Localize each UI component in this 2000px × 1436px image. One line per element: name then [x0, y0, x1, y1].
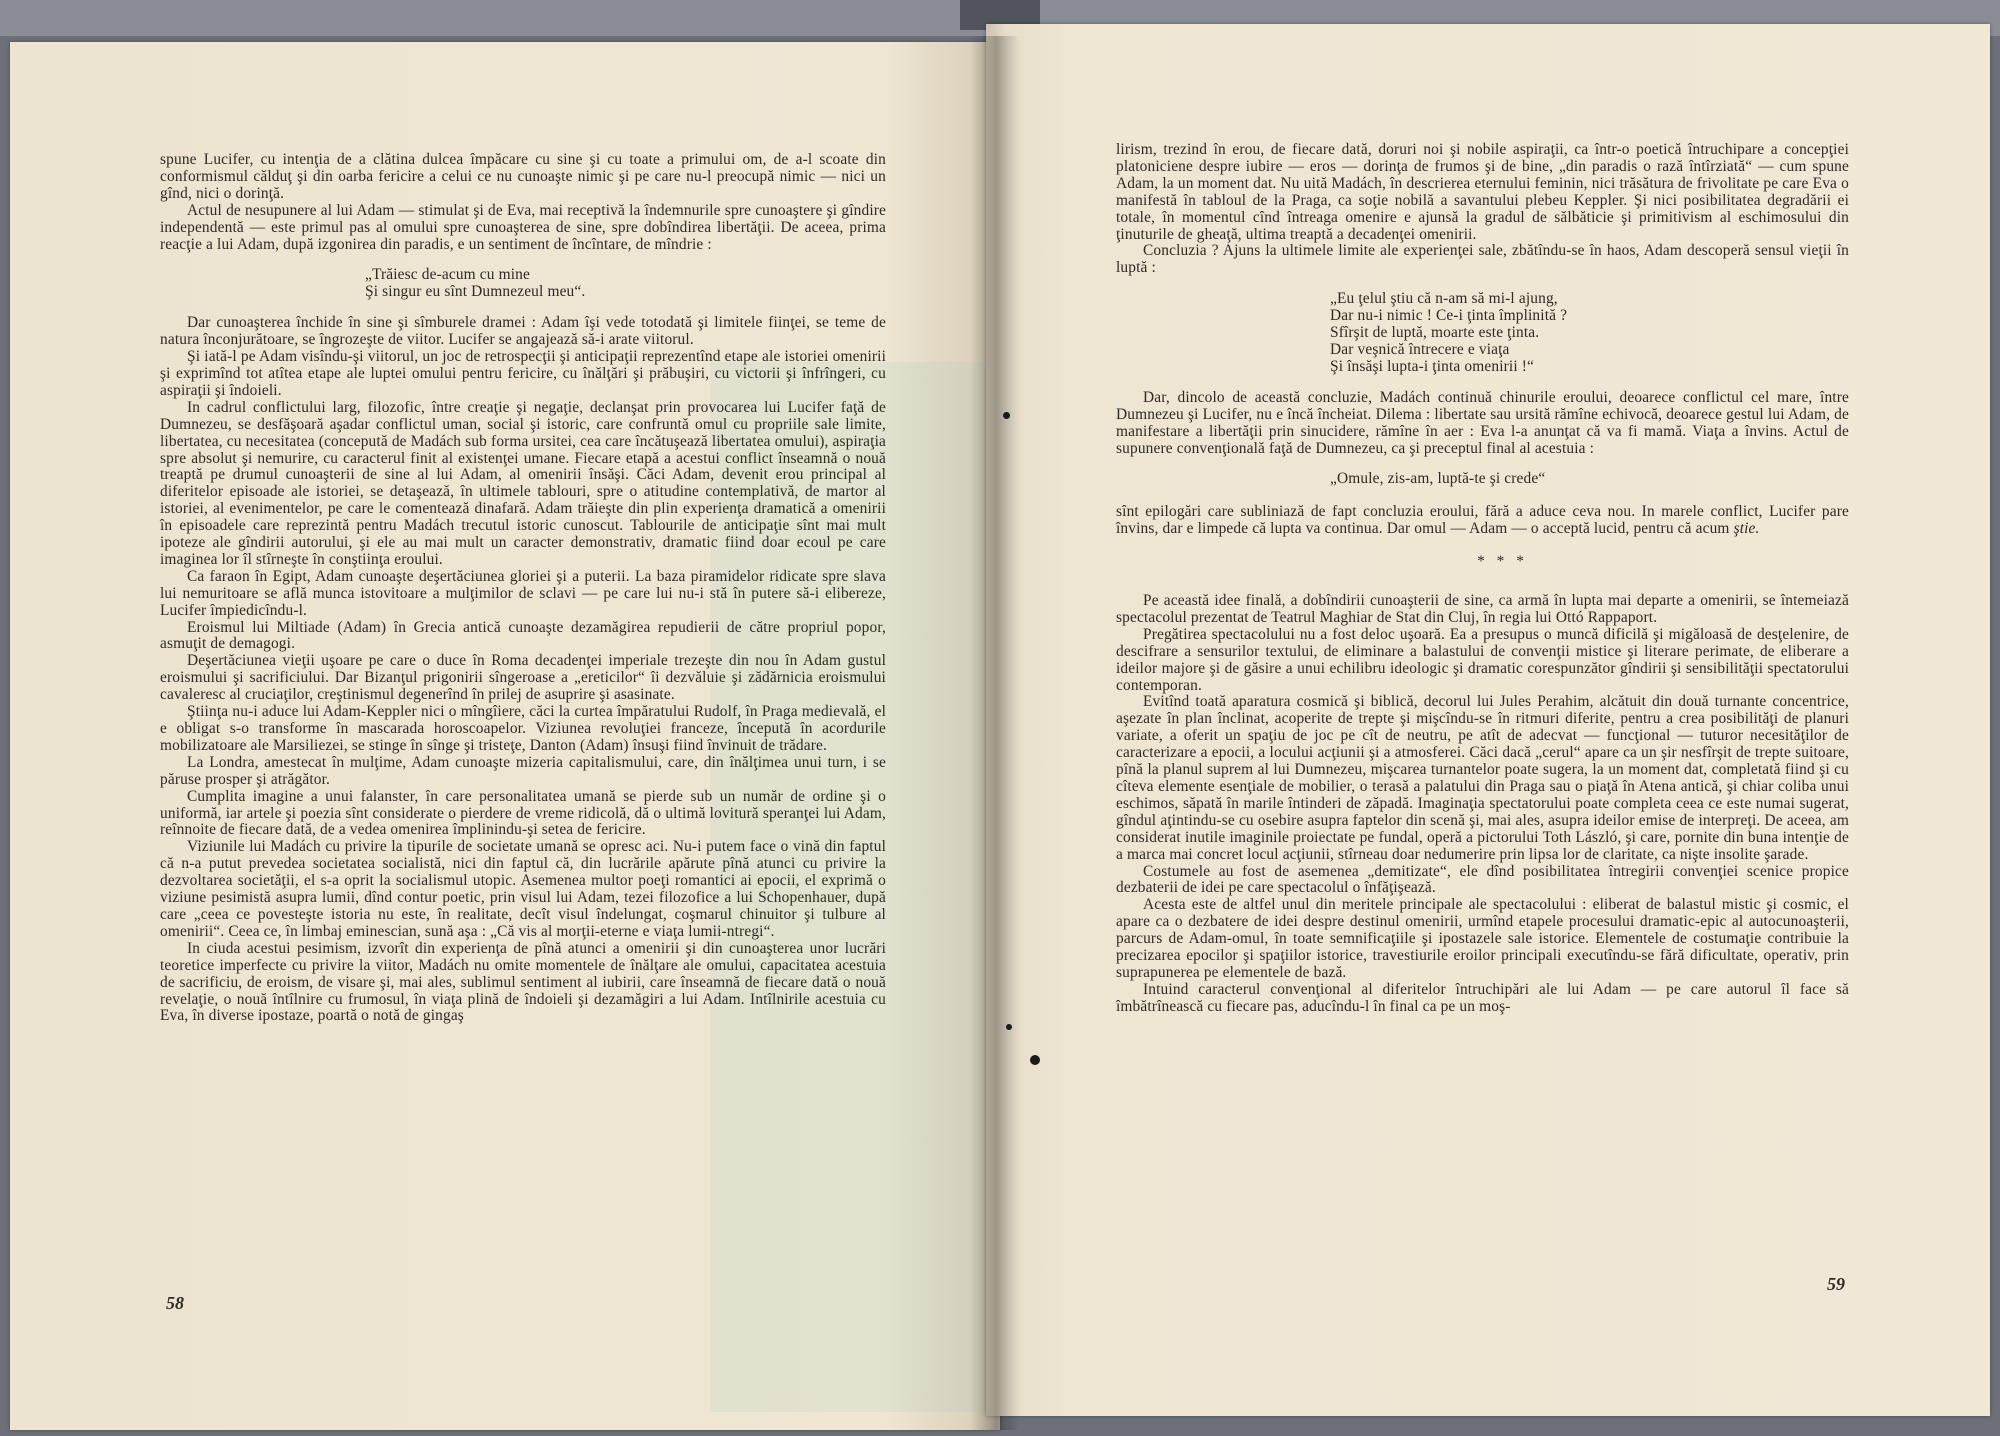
paragraph: spune Lucifer, cu intenţia de a clătina dulcea împăcare cu sine şi cu toate a primului om, de a-l scoate din conformismul călduţ şi din oarba fericire a celui ce nu cunoaşte nimic şi pe care nu-l preocupă nimic — nici un gînd, nici o dorinţă. — [160, 151, 886, 202]
paragraph: Acesta este de altfel unul din meritele principale ale spectacolului : eliberat de balastul mistic şi cosmic, el apare ca o dezbatere de idei despre destinul omenirii, urmînd etapele procesului dramatic-epic al autocunoaşterii, parcurs de Adam-omul, în toate semnificaţiile şi ipostazele sale istorice. Elementele de costumaţie contribuie la precizarea epocilor şi spaţiilor istorice, travestiurile eroilor principali executîndu-se fără dificultate, operativ, prin suprapunerea pe elementele de bază. — [1116, 896, 1849, 981]
verse-line: „Trăiesc de-acum cu mine — [365, 266, 530, 284]
paragraph: La Londra, amestecat în mulţime, Adam cunoaşte mizeria capitalismului, care, din înălţimea unui turn, i se păruse prosper şi atrăgător. — [160, 753, 886, 788]
paragraph: Cumplita imagine a unui falanster, în care personalitatea umană se pierde sub un număr de ordine şi o uniformă, iar artele şi poezia sînt considerate o pierdere de vreme ridicolă, dă o ultimă lovitură speranţei lui Adam, reînnoite de fiecare dată, de a vedea omenirea împlinindu-şi setea de fericire. — [160, 787, 886, 839]
verse-line: Şi însăşi lupta-i ţinta omenirii !“ — [1330, 357, 1535, 375]
paragraph: Eroismul lui Miltiade (Adam) în Grecia antică cunoaşte dezamăgirea repudierii de către propriul popor, asmuţit de demagogi. — [160, 618, 886, 653]
verse-quote — [1116, 291, 1849, 376]
paragraph: Viziunile lui Madách cu privire la tipurile de societate umană se opresc aci. Nu-i putem face o vină din faptul că n-a putut prevedea societatea socialistă, nici din faptul că, din lucrările apărute pînă atunci cu privire la dezvoltarea societăţii, el s-a oprit la socialismul utopic. Asemenea multor poeţi romantici ai epocii, el exprimă o viziune pesimistă asupra lumii, dînd contur poetic, prin visul lui Adam, tezei filozofice a lui Schopenhauer, după care „ceea ce povesteşte istoria nu este, în realitate, decît visul îndelungat, coşmarul chinuitor şi tulbure al omenirii“. Ceea ce, în limbaj eminescian, sună aşa : „Că vis al morţii-eterne e viaţa lumii-ntregi“. — [160, 838, 886, 940]
verse-line: „Eu ţelul ştiu că n-am să mi-l ajung, — [1330, 290, 1558, 308]
closing-quote: „Omule, zis-am, luptă-te şi crede“ — [1330, 470, 1546, 488]
paragraph: Ştiinţa nu-i aduce lui Adam-Keppler nici o mîngîiere, căci la curtea împăratului Rudolf, în Praga medievală, el e obligat s-o transforme în mascarada horoscoapelor. Viziunea revoluţiei franceze, începută în acordurile mobilizatoare ale Marsiliezei, se stinge în sînge şi tristeţe, Danton (Adam) însuşi fiind învinuit de trădare. — [160, 703, 886, 754]
section-separator: * * * — [1477, 553, 1528, 571]
gutter-shadow — [970, 36, 1020, 1430]
paragraph: Actul de nesupunere al lui Adam — stimulat şi de Eva, mai receptivă la îndemnurile spre cunoaştere şi gîndire independentă — este primul pas al omului spre cunoaşterea de sine, spre dobîndirea libertăţii. De aceea, prima reacţie a lui Adam, după izgonirea din paradis, e un sentiment de încîntare, de mîndrie : — [160, 201, 886, 253]
italic-word: ştie. — [1733, 520, 1760, 538]
right-page-text — [1116, 142, 1849, 1016]
paragraph — [1116, 504, 1849, 538]
verse-line: Şi singur eu sînt Dumnezeul meu“. — [365, 283, 586, 301]
page-number: 59 — [1827, 1274, 1845, 1294]
paragraph-text: sînt epilogări care subliniază de fapt concluzia eroului, fără a aduce ceva nou. In marele conflict, Lucifer pare învins, dar e limpede că lupta va continua. Dar omul — Adam — o acceptă lucid, pentru că acum — [1116, 503, 1849, 538]
binding-hole — [1003, 412, 1010, 419]
paragraph: Şi iată-l pe Adam visîndu-şi viitorul, un joc de retrospecţii şi anticipaţii reprezentînd etape ale istoriei omenirii şi exprimînd tot atîtea etape ale luptei omului pentru fericire, cu înălţări şi prăbuşiri, cu victorii şi înfrîngeri, cu aspiraţii şi îndoieli. — [160, 348, 886, 399]
binding-hole — [1006, 1024, 1012, 1030]
paragraph: In cadrul conflictului larg, filozofic, între creaţie şi negaţie, declanşat prin provocarea lui Lucifer faţă de Dumnezeu, se desfăşoară aşadar conflictul uman, social şi istoric, care confruntă omul cu propriile sale limite, libertatea, cu necesitatea (concepută de Madách sub forma ursitei, cea care încătuşează libertatea omului), aspiraţia spre absolut şi nemurire, cu caracterul finit al existenţei umane. Fiecare etapă a acestui conflict înseamnă o nouă treaptă pe drumul cunoaşterii de sine al lui Adam, al omenirii însăşi. Căci Adam, devenit erou principal al diferitelor episoade ale istoriei, se detaşează, în ultimele tablouri, spre o atitudine contemplativă, de martor al istoriei, al evenimentelor, pe care le comentează dinafară. Adam trăieşte din plin experienţa dramatică a omenirii în episoadele care reprezintă pentru Madách trecutul istoric cunoscut. Tablourile de anticipaţie sînt mai mult ipoteze ale gîndirii autorului, şi ele au mai mult un caracter demonstrativ, dramatic fiind doar ecoul pe care imaginea lor îl stîrneşte în conştiinţa eroului. — [160, 398, 886, 568]
verse-line: Dar nu-i nimic ! Ce-i ţinta împlinită ? — [1330, 307, 1568, 325]
left-page-text — [160, 152, 886, 1025]
paragraph: Pregătirea spectacolului nu a fost deloc uşoară. Ea a presupus o muncă dificilă şi migăloasă de desţelenire, de descifrare a sensurilor textului, de eliminare a balastului de convenţii mistice şi literare perimate, de eliberare a ideilor majore şi de găsire a unui echilibru ideologic şi dramatic corespunzător gîndirii şi sensibilităţii spectatorului contemporan. — [1116, 625, 1849, 694]
paragraph: Costumele au fost de asemenea „demitizate“, ele dînd posibilitatea întregirii convenţiei scenice propice dezbaterii de idei pe care spectacolul o înfăţişează. — [1116, 862, 1849, 897]
page-number: 58 — [166, 1293, 184, 1313]
verse-line: Dar veşnică întrecere e viaţa — [1330, 340, 1510, 358]
paragraph: Intuind caracterul convenţional al diferitelor întruchipări ale lui Adam — pe care autorul îl face să îmbătrînească cu fiecare pas, aducîndu-l în final ca pe un moş- — [1116, 980, 1849, 1015]
paragraph: Dar, dincolo de această concluzie, Madách continuă chinurile eroului, deoarece conflictul cel mare, între Dumnezeu şi Lucifer, nu e încă încheiat. Dilema : libertate sau ursită rămîne echivocă, deoarece gestul lui Adam, de manifestare a libertăţii prin sinucidere, rămîne în aer : Eva l-a anunţat că va fi mamă. Viaţa a învins. Actul de supunere convenţională faţă de Dumnezeu, ca şi preceptul final al acestuia : — [1116, 388, 1849, 457]
paragraph: lirism, trezind în erou, de fiecare dată, doruri noi şi nobile aspiraţii, ca într-o poetică întruchipare a concepţiei platoniciene despre iubire — eros — dorinţa de frumos şi de bine, „din paradis o rază întîrziată“ — cum spune Adam, la un moment dat. Nu uită Madách, în descrierea eternului feminin, nici trăsătura de frivolitate pe care Eva o manifestă în tabloul de la Praga, ca soţie nobilă a savantului plebeu Keppler. Şi nici posibilitatea degradării ei totale, în momentul cînd întreaga omenire e ajunsă la gradul de sălbăticie şi primitivism al eschimosului din ţinuturile de gheaţă, ultima treaptă a decadenţei omenirii. — [1116, 141, 1849, 243]
paragraph: Deşertăciunea vieţii uşoare pe care o duce în Roma decadenţei imperiale trezeşte din nou în Adam gustul eroismului şi sacrificiului. Dar Bizanţul prigonirii sîngeroase a „ereticilor“ îi dezvăluie şi zădărnicia eroismului cavaleresc al cruciaţilor, creştinismul degenerînd în prilej de asuprire şi asasinate. — [160, 652, 886, 704]
paragraph: Ca faraon în Egipt, Adam cunoaşte deşertăciunea gloriei şi a puterii. La baza piramidelor ridicate spre slava lui nemuritoare se află munca istovitoare a mulţimilor de sclavi — pe care lui nu-i stă în putere să-i elibereze, Lucifer împiedicîndu-l. — [160, 567, 886, 619]
ink-dot — [1030, 1055, 1040, 1065]
paragraph: Pe această idee finală, a dobîndirii cunoaşterii de sine, ca armă în lupta mai departe a omenirii, se întemeiază spectacolul prezentat de Teatrul Maghiar de Stat din Cluj, în regia lui Ottó Rappaport. — [1116, 592, 1849, 626]
paragraph: In ciuda acestui pesimism, izvorît din experienţa de pînă atunci a omenirii şi din cunoaşterea unor lucrări teoretice imperfecte cu privire la viitor, Madách nu omite momentele de înălţare ale omului, capacitatea acestuia de sacrificiu, de eroism, de visare şi, mai ales, sublimul sentiment al iubirii, care înseamnă de fiecare dată o nouă revelaţie, o nouă întîlnire cu frumosul, în viaţa plină de îndoieli şi dezamăgiri a lui Adam. Intîlnirile acestuia cu Eva, în diverse ipostaze, poartă o notă de gingaş — [160, 939, 886, 1025]
paragraph: Evitînd toată aparatura cosmică şi biblică, decorul lui Jules Perahim, alcătuit din două turnante concentrice, aşezate în plan înclinat, acoperite de trepte şi mişcîndu-se în ritmuri diferite, pentru a crea posibilităţi de planuri variate, a oferit un spaţiu de joc pe cît de neutru, pe atît de adecvat — funcţional — tuturor necesităţilor de caracterizare a epocii, a locului acţiunii şi a atmosferei. Căci dacă „cerul“ apare ca un şir nesfîrşit de trepte suitoare, pînă la planul suprem al lui Dumnezeu, mişcarea turnantelor poate sugera, la un moment dat, completată fiind şi cu cîteva elemente esenţiale de mobilier, o terasă a palatului din Praga sau o piaţă în Atena antică, şi chiar coliba unui eschimos, săpată în marile întinderi de zăpadă. Imaginaţia spectatorului poate completa ceea ce este numai sugerat, gîndul aţintindu-se cu osebire asupra faptelor din scenă şi, mai ales, asupra ideilor emise de interpreţi. De aceea, am considerat inutile imaginile proiectate pe fundal, operă a pictorului Toth László, şi care, pornite din buna intenţie de a marca mai concret locul acţiunii, stîrneau doar nedumerire prin lipsa lor de claritate, ca nişte insolite şarade. — [1116, 693, 1849, 863]
verse-line: Sfîrşit de luptă, moarte este ţinta. — [1330, 324, 1540, 342]
paragraph: Concluzia ? Ajuns la ultimele limite ale experienţei sale, zbătîndu-se în haos, Adam descoperă sensul vieţii în luptă : — [1116, 242, 1849, 277]
paragraph: Dar cunoaşterea închide în sine şi sîmburele dramei : Adam îşi vede totodată şi limitele fiinţei, se teme de natura înconjurătoare, se îngrozeşte de viitor. Lucifer se angajează să-i arate viitorul. — [160, 314, 886, 349]
verse-quote — [160, 267, 886, 301]
